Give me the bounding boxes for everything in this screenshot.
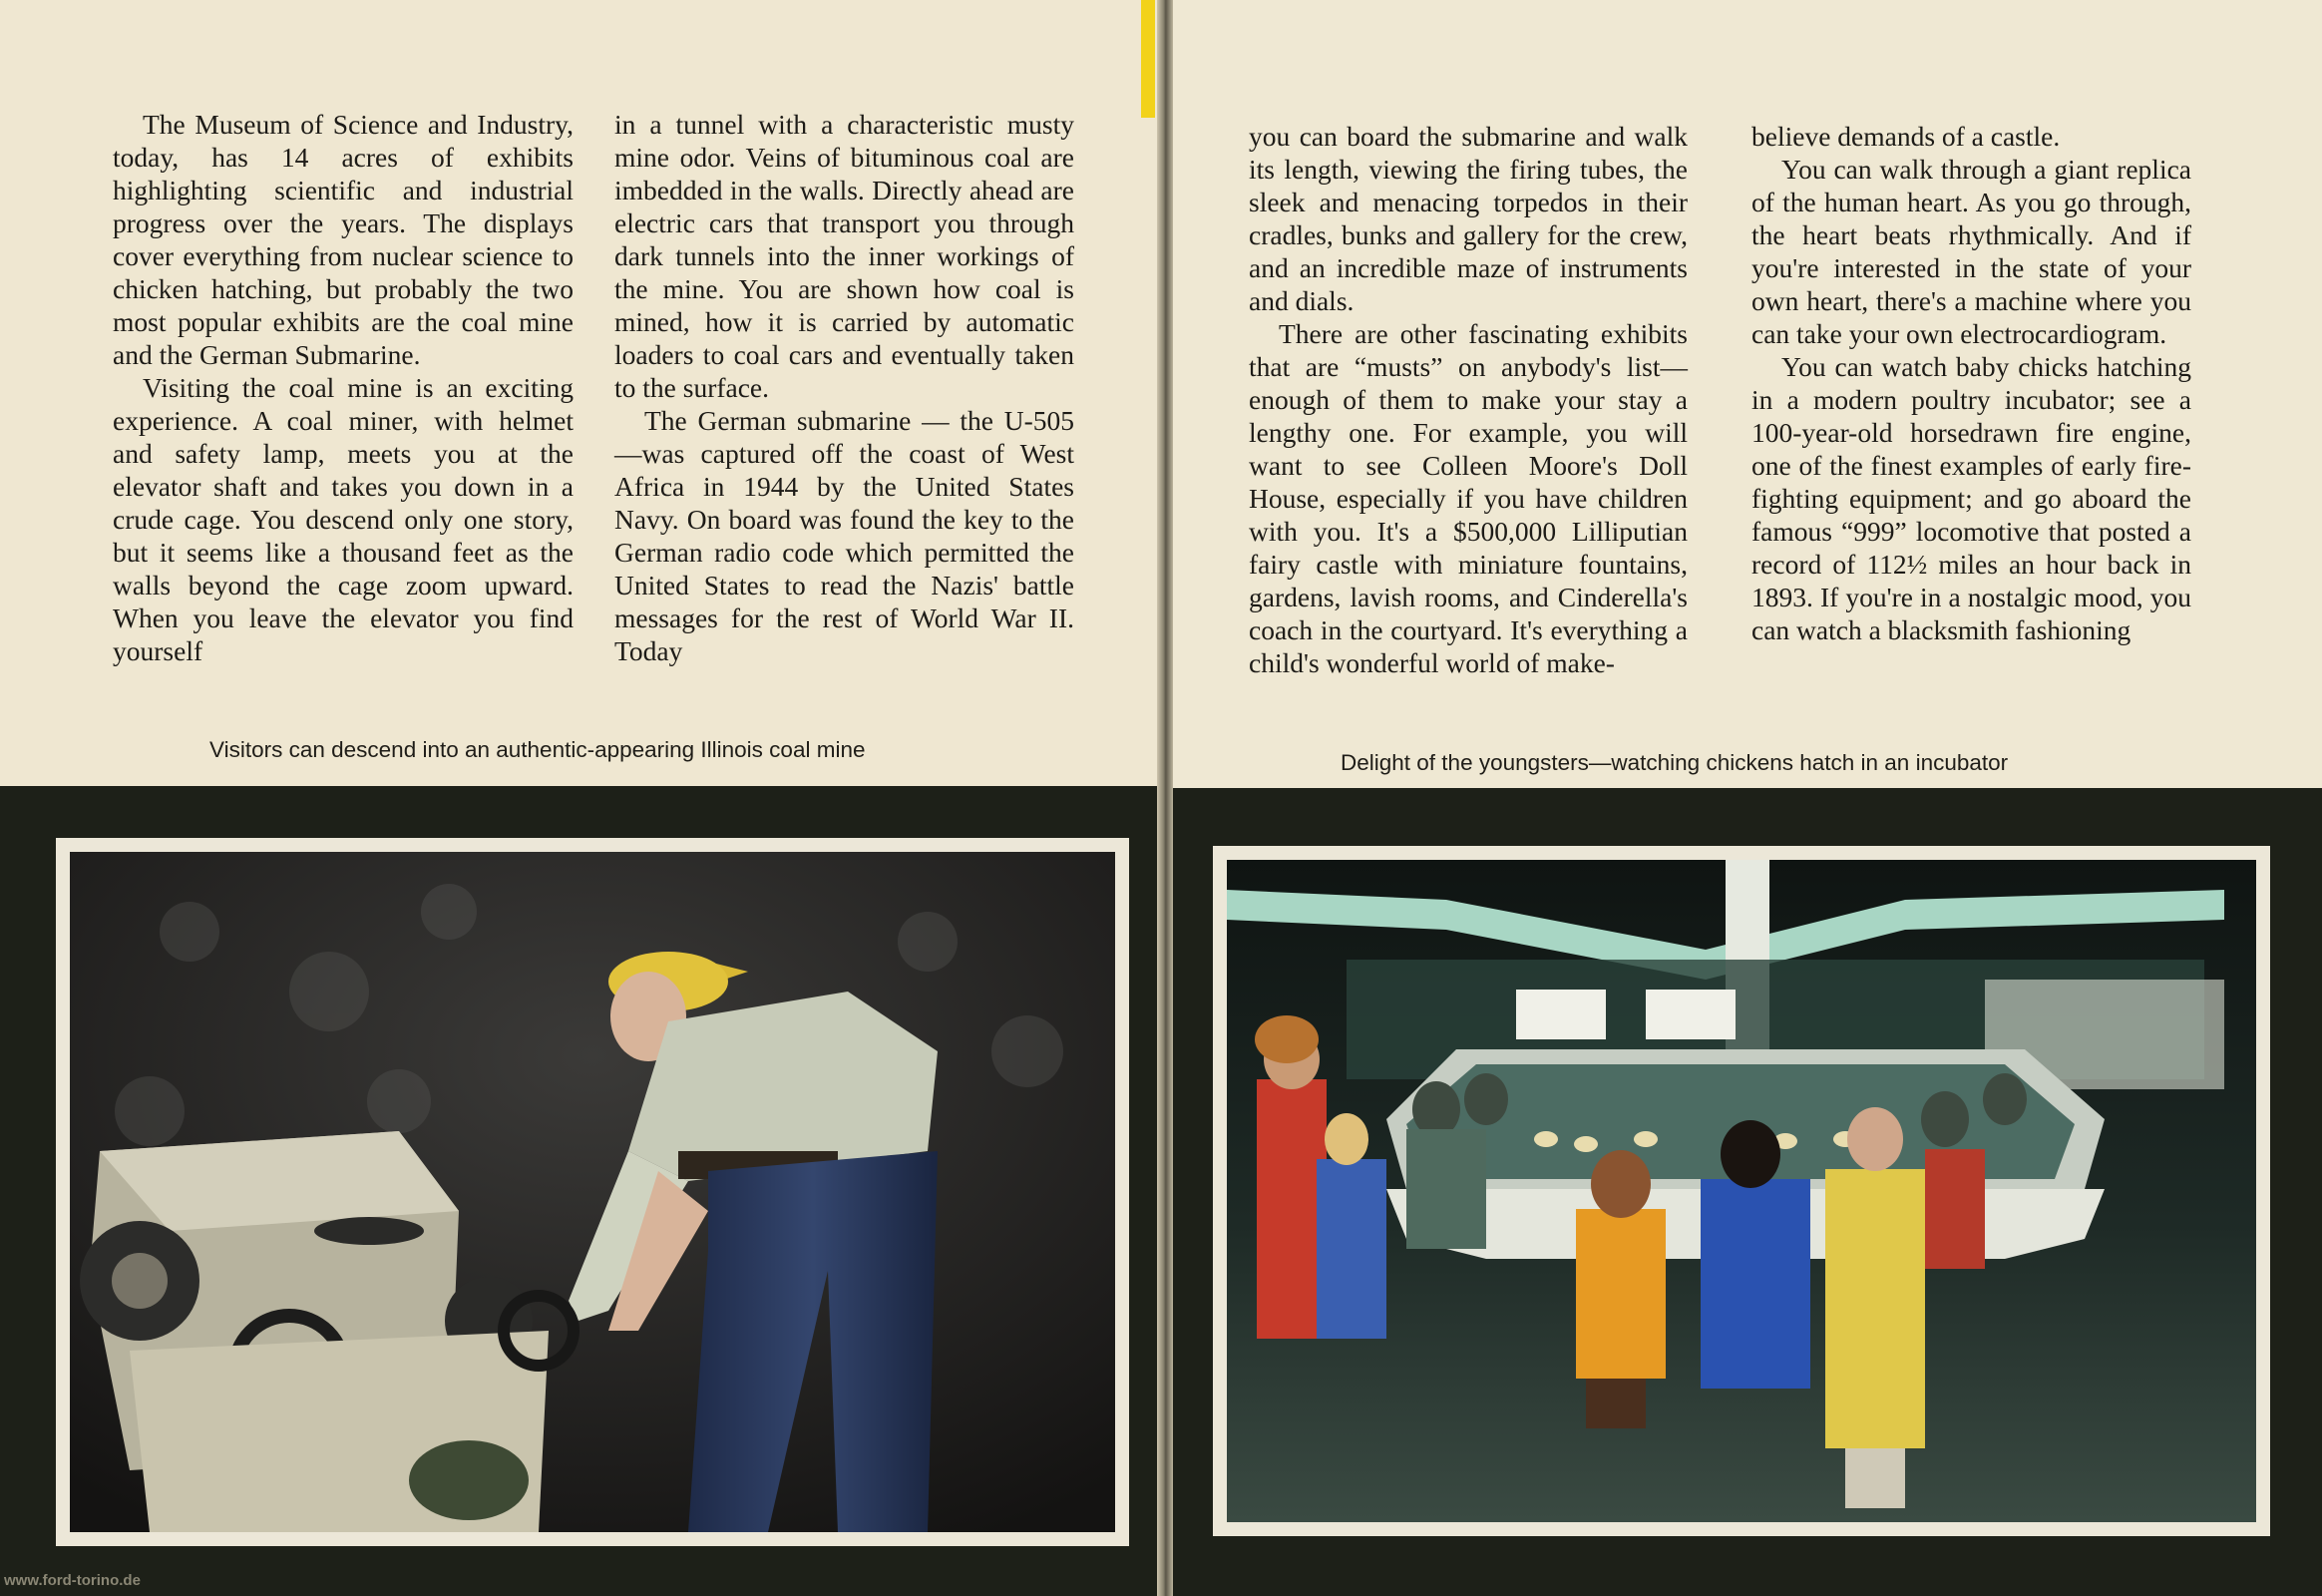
incubator-caption: Delight of the youngsters—watching chickens hatch in an incubator [1341,750,2009,775]
right-column-1 [1249,120,1688,679]
incubator-photo [1227,860,2256,1522]
paragraph: you can board the submarine and walk its length, viewing the firing tubes, the sleek and menacing torpedos in their cradles, bunks and gallery for the crew, and an incredible maze of instruments and dials. [1249,121,1688,316]
paragraph: Visiting the coal mine is an exciting experience. A coal miner, with helmet and safety lamp, meets you at the elevator shaft and takes you down in a crude cage. You descend only one story, but it seems like a thousand feet as the walls beyond the cage zoom upward. When you leave the elevator you find yourself [113,372,574,666]
paragraph: You can watch baby chicks hatching in a modern poultry incubator; see a 100-year-old horsedrawn fire engine, one of the finest examples of early fire-fighting equipment; and go aboard the famous “999” locomotive that posted a record of 112½ miles an hour back in 1893. If you're in a nostalgic mood, you can watch a blacksmith fashioning [1751,351,2191,645]
incubator-image [1227,860,2256,1522]
paragraph: You can walk through a giant replica of the human heart. As you go through, the heart beats rhythmically. And if you're interested in the state of your own heart, there's a machine where you can take your own electrocardiogram. [1751,154,2191,349]
incubator-photo-frame [1213,846,2270,1536]
paragraph: There are other fascinating exhibits that are “musts” on anybody's list—enough of them to make your stay a lengthy one. For example, you will want to see Colleen Moore's Doll House, especially if you have children with you. It's a $500,000 Lilliputian fairy castle with miniature fountains, gardens, lavish rooms, and Cinderella's coach in the courtyard. It's everything a child's wonderful world of make- [1249,318,1688,678]
coal-mine-photo-frame [56,838,1129,1546]
left-column-1 [113,108,574,667]
left-column-2 [614,108,1074,667]
paragraph: believe demands of a castle. [1751,121,2061,152]
coal-miner-image [70,852,1115,1532]
book-gutter [1157,0,1173,1596]
coal-mine-caption: Visitors can descend into an authentic-appearing Illinois coal mine [209,737,866,762]
right-column-2 [1751,120,2191,646]
yellow-page-tab [1141,0,1155,118]
paragraph: The German submarine — the U-505—was captured off the coast of West Africa in 1944 by the United States Navy. On board was found the key to the German radio code which permitted the United States to read the Nazis' battle messages for the rest of World War II. Today [614,405,1074,666]
coal-mine-photo [70,852,1115,1532]
paragraph: in a tunnel with a characteristic musty mine odor. Veins of bituminous coal are imbedded in the walls. Directly ahead are electric cars that transport you through dark tunnels into the inner workings of the mine. You are shown how coal is mined, how it is carried by automatic loaders to coal cars and eventually taken to the surface. [614,109,1074,403]
right-page [1173,0,2322,1596]
watermark: www.ford-torino.de [4,1572,141,1589]
left-page [0,0,1157,1596]
paragraph: The Museum of Science and Industry, today, has 14 acres of exhibits highlighting scientific and industrial progress over the years. The displays cover everything from nuclear science to chicken hatching, but probably the two most popular exhibits are the coal mine and the German Submarine. [113,109,574,370]
